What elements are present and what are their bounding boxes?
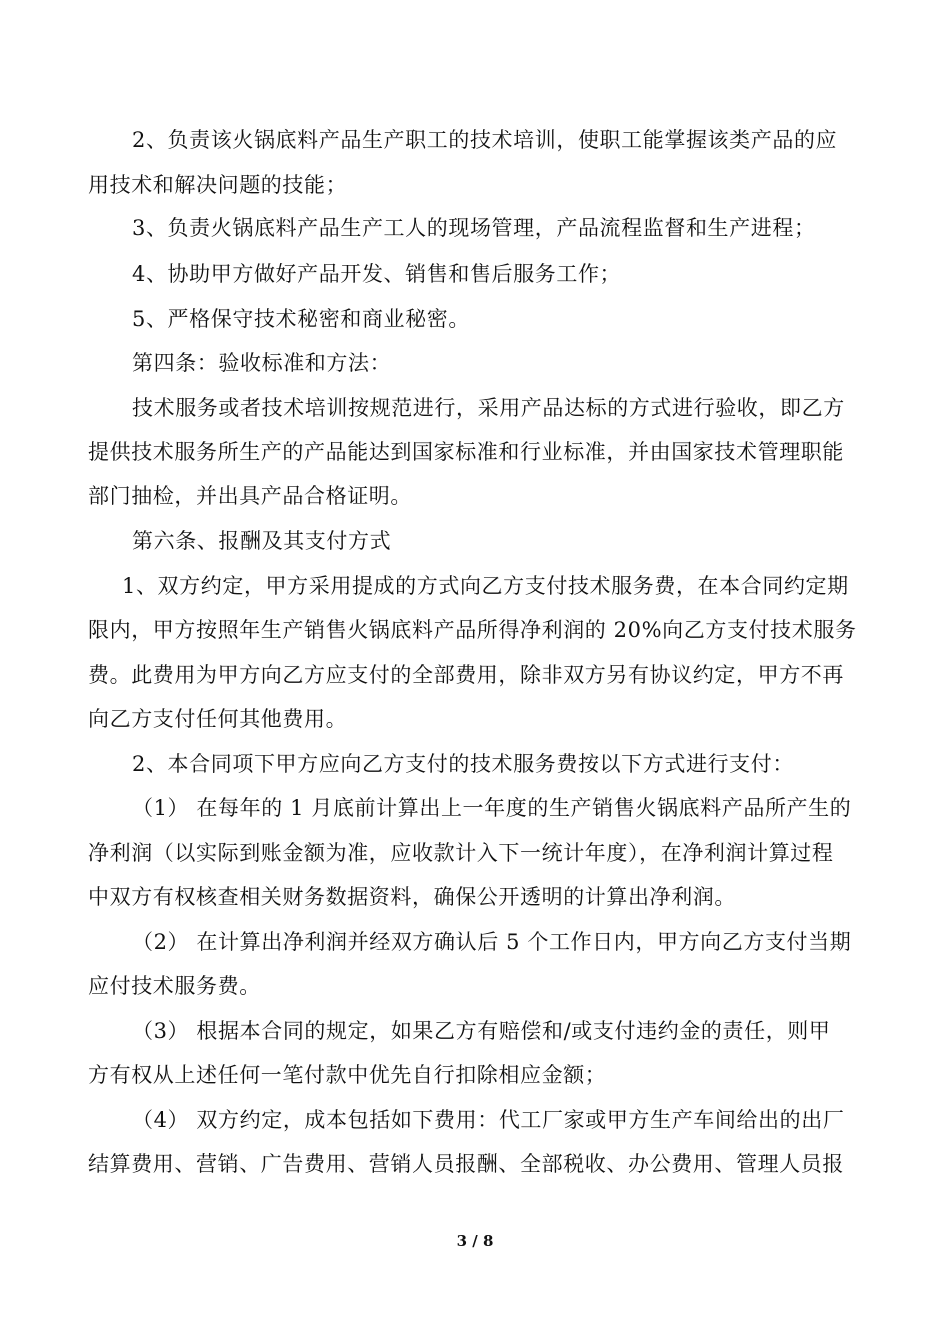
paragraph-line: （3） 根据本合同的规定，如果乙方有赔偿和/或支付违约金的责任，则甲 [132, 1019, 831, 1043]
paragraph-line: 结算费用、营销、广告费用、营销人员报酬、全部税收、办公费用、管理人员报 [88, 1152, 844, 1176]
paragraph-line: （4） 双方约定，成本包括如下费用：代工厂家或甲方生产车间给出的出厂 [132, 1108, 845, 1132]
paragraph-line: 用技术和解决问题的技能； [88, 173, 348, 197]
paragraph-line: 4、协助甲方做好产品开发、销售和售后服务工作； [132, 262, 622, 286]
paragraph-line: 技术服务或者技术培训按规范进行，采用产品达标的方式进行验收，即乙方 [132, 396, 845, 420]
section-heading: 第四条：验收标准和方法： [132, 351, 392, 375]
paragraph-line: 1、双方约定，甲方采用提成的方式向乙方支付技术服务费，在本合同约定期 [122, 574, 849, 598]
paragraph-line: 中双方有权核查相关财务数据资料，确保公开透明的计算出净利润。 [88, 885, 736, 909]
paragraph-line: 限内，甲方按照年生产销售火锅底料产品所得净利润的 20%向乙方支付技术服务 [88, 618, 857, 642]
page-number: 3 / 8 [456, 1232, 494, 1250]
paragraph-line: 2、负责该火锅底料产品生产职工的技术培训，使职工能掌握该类产品的应 [132, 128, 838, 152]
paragraph-line: （1） 在每年的 1 月底前计算出上一年度的生产销售火锅底料产品所产生的 [132, 796, 852, 820]
paragraph-line: 3、负责火锅底料产品生产工人的现场管理，产品流程监督和生产进程； [132, 216, 816, 240]
paragraph-line: 5、严格保守技术秘密和商业秘密。 [132, 307, 470, 331]
paragraph-line: 净利润（以实际到账金额为准，应收款计入下一统计年度），在净利润计算过程 [88, 841, 834, 865]
paragraph-line: 向乙方支付任何其他费用。 [88, 707, 348, 731]
paragraph-line: 部门抽检，并出具产品合格证明。 [88, 484, 412, 508]
section-heading: 第六条、报酬及其支付方式 [132, 529, 392, 553]
paragraph-line: 2、本合同项下甲方应向乙方支付的技术服务费按以下方式进行支付： [132, 752, 794, 776]
paragraph-line: 应付技术服务费。 [88, 974, 261, 998]
paragraph-line: 费。此费用为甲方向乙方应支付的全部费用，除非双方另有协议约定，甲方不再 [88, 663, 844, 687]
paragraph-line: 提供技术服务所生产的产品能达到国家标准和行业标准，并由国家技术管理职能 [88, 440, 844, 464]
paragraph-line: 方有权从上述任何一笔付款中优先自行扣除相应金额； [88, 1063, 607, 1087]
paragraph-line: （2） 在计算出净利润并经双方确认后 5 个工作日内，甲方向乙方支付当期 [132, 930, 852, 954]
